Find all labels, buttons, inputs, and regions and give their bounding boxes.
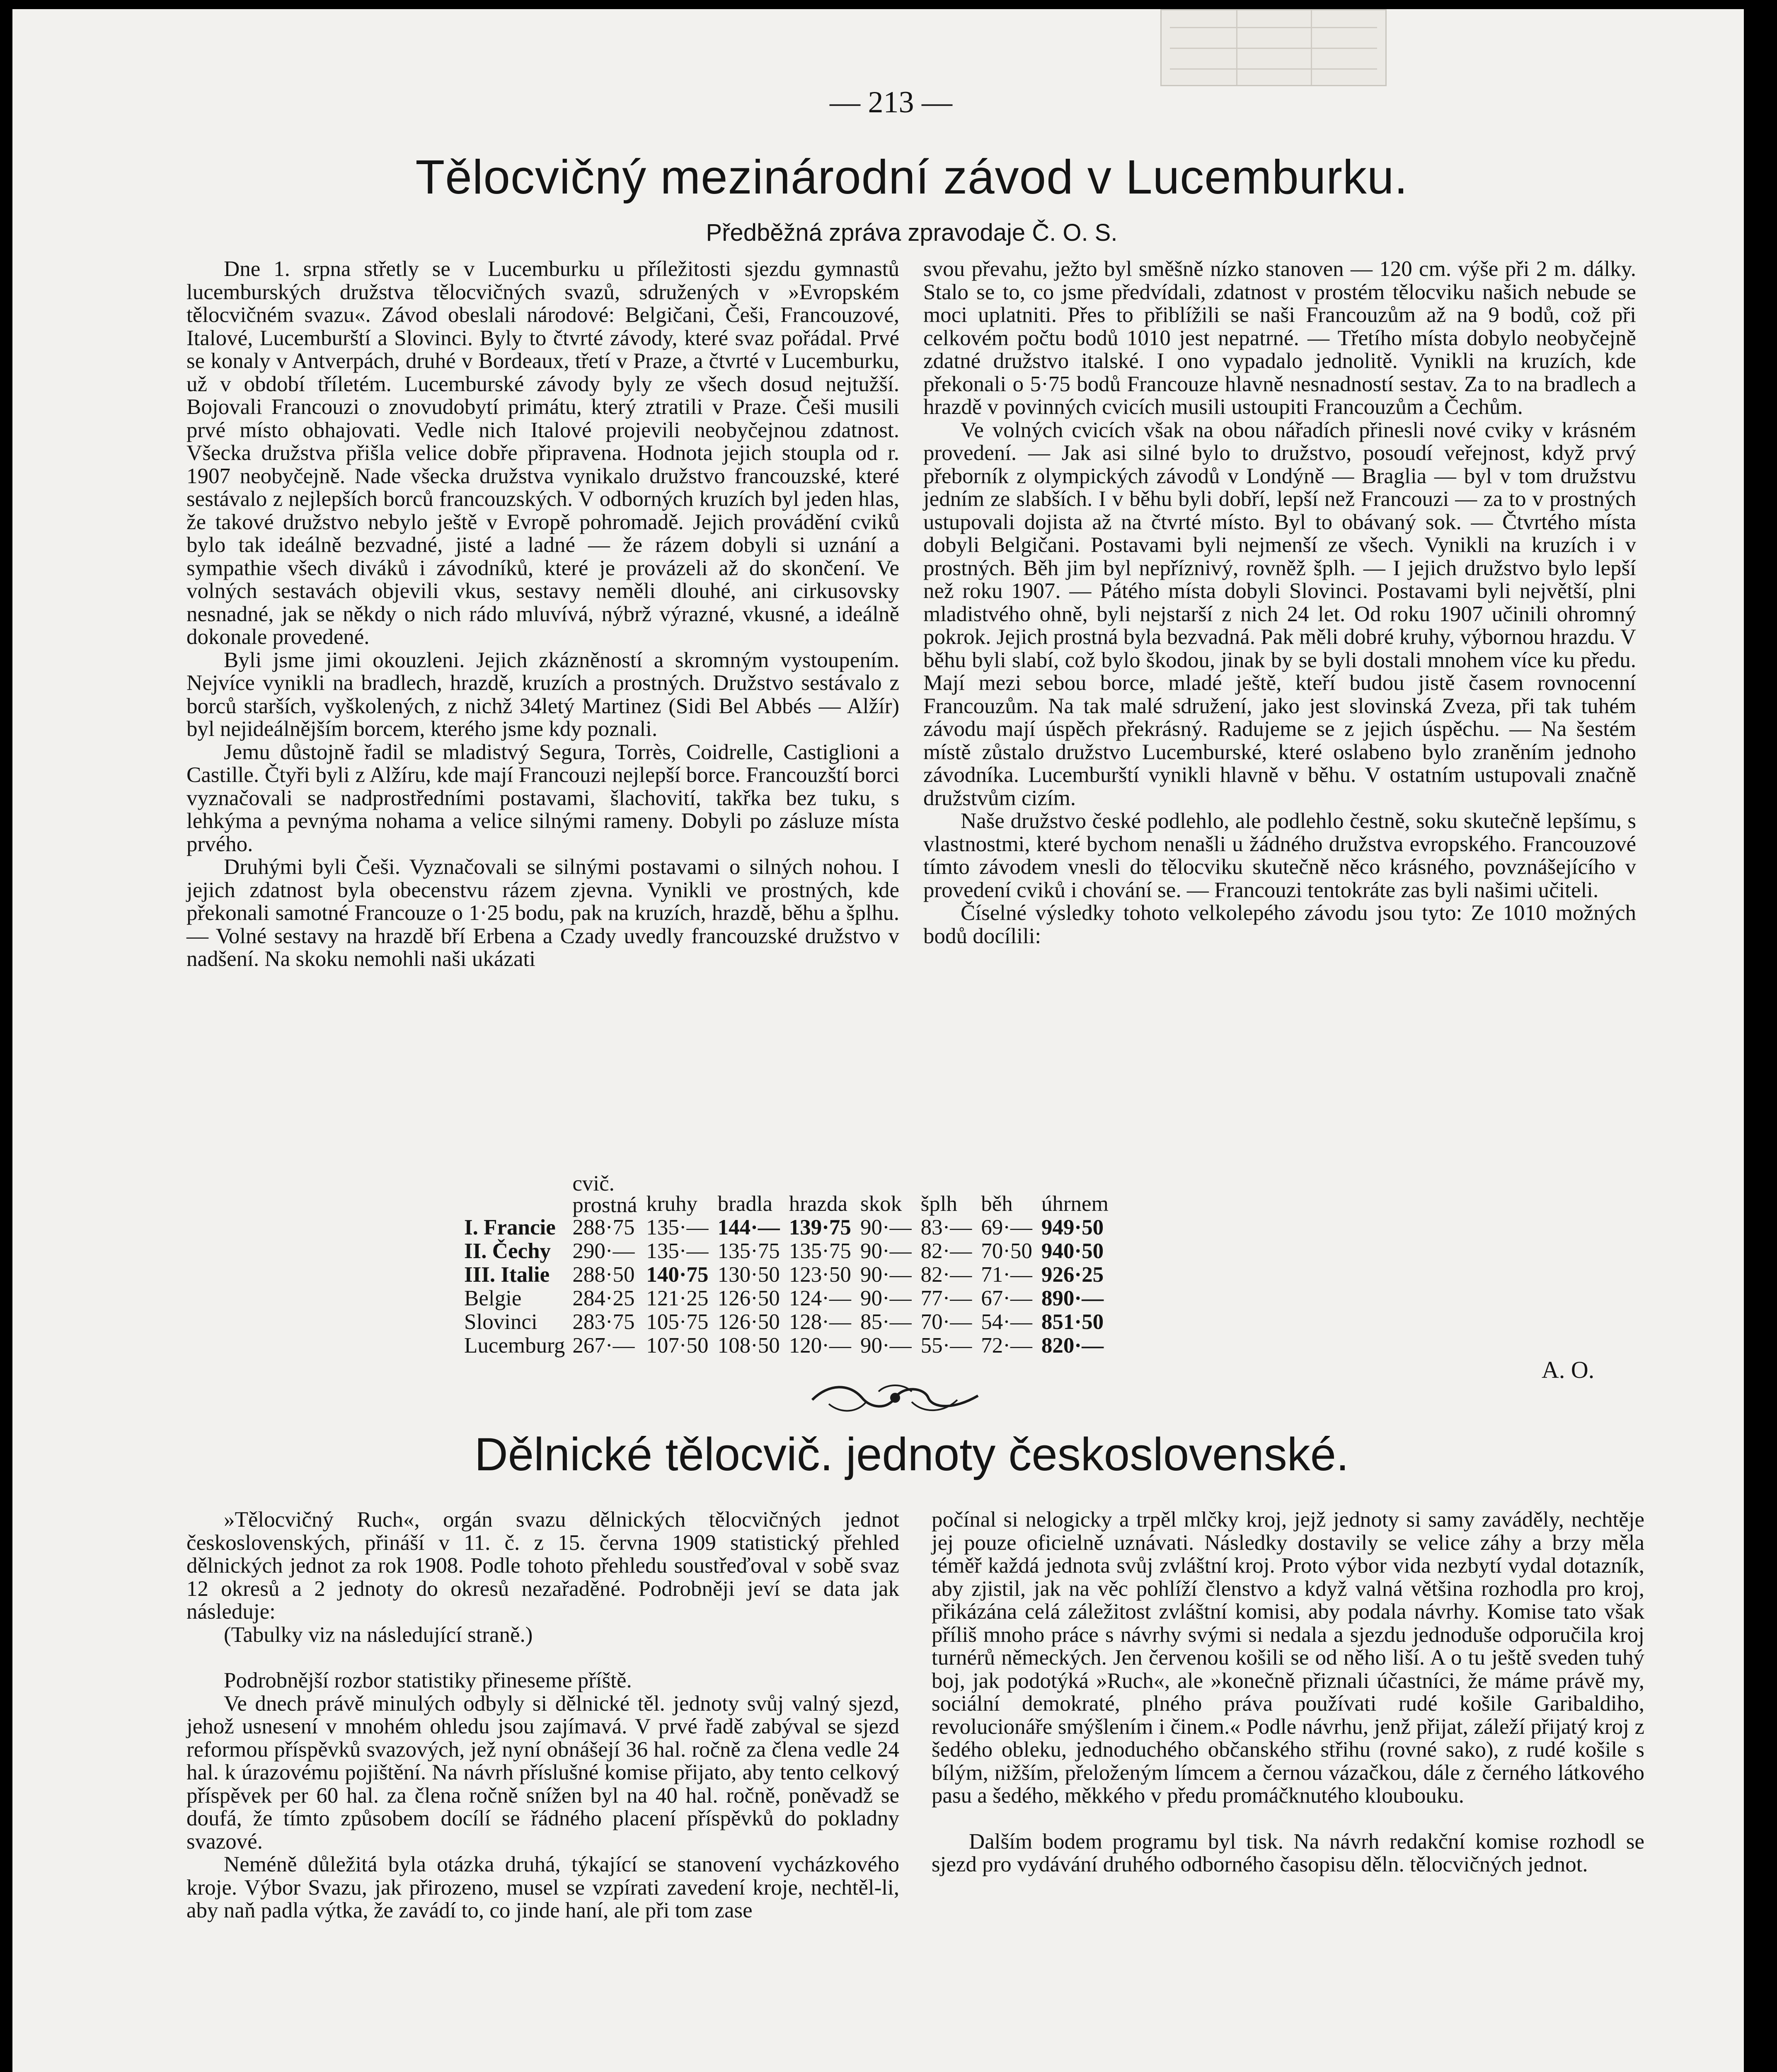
score-cell: 126·50 <box>717 1286 780 1310</box>
paragraph: počínal si nelogicky a trpěl mlčky kroj, jejž jednoty si samy zaváděly, nechtěje jej pouze oficielně uznávati. Následky dostavily se velice záhy a brzy měla téměř každá jednota svůj zvláštní kroj. Proto výbor vida nezbytí vydal dotazník, aby zjistil, jak na věc pohlíží členstvo a když valná většina rozhodla pro kroj, přikázána celá záležitost zvláštní komisi, aby podala návrhy. Komise tato však příliš mnoho práce s návrhy svými si nedala a sjezdu jednoduše odporučila kroj turnérů německých. Jen červenou košili se od něho liší. A o tu ještě sveden tuhý boj, jak podotýká »Ruch«, ale »konečně přiznali účastníci, že máme právě my, sociální demokraté, plného práva používati rudé košile Garibaldiho, revolucionáře smýšlením i činem.« Podle návrhu, jenž přijat, záleží přijatý kroj z šedého obleku, jednoduchého občanského střihu (rovné sako), z rudé košile s bílým, nižším, přeloženým límcem a černou vázačkou, dále z černého látkového pasu a šedého, měkkého v předu promáčknutého kloubouku. <box>932 1508 1644 1808</box>
table-row <box>464 1263 1118 1287</box>
article-title: Tělocvičný mezinárodní závod v Lucemburku. <box>415 150 1408 204</box>
author-signature: A. O. <box>1542 1356 1595 1383</box>
article1-column-right <box>923 258 1636 948</box>
article2-column-left <box>186 1508 899 1922</box>
column-header: kruhy <box>646 1192 698 1216</box>
score-cell: 72·— <box>981 1334 1032 1358</box>
team-header <box>464 1173 572 1216</box>
paragraph: Naše družstvo české podlehlo, ale podlehlo čestně, soku skutečně lepšímu, s vlastnostmi, které bychom nenašli u žádného družstva evropského. Francouzové tímto závodem vnesli do tělocviku skutečně něco krásného, povznášejícího v provedení cviků i chování se. — Francouzi tentokráte zas byli našimi učiteli. <box>923 809 1636 902</box>
paragraph: Číselné výsledky tohoto velkolepého závodu jsou tyto: Ze 1010 možných bodů docílili: <box>923 901 1636 948</box>
score-cell: 283·75 <box>572 1310 635 1334</box>
score-cell: 126·50 <box>717 1310 780 1334</box>
column-header: skok <box>860 1192 902 1216</box>
score-cell: 135·75 <box>789 1239 851 1263</box>
score-cell: 135·75 <box>717 1239 780 1263</box>
score-cell: 82·— <box>920 1263 972 1287</box>
paragraph: Neméně důležitá byla otázka druhá, týkající se stanovení vycházkového kroje. Výbor Svazu, jak přirozeno, musel se vzpírati zavedení kroje, nechtěl-li, aby naň padla výtka, že zavádí to, co jinde haní, ale při tom zase <box>186 1852 899 1922</box>
score-cell: 70·— <box>920 1310 972 1334</box>
paragraph: Dalším bodem programu byl tisk. Na návrh redakční komise rozhodl se sjezd pro vydávání druhého odborného časopisu děln. tělocvičných jednot. <box>932 1829 1644 1876</box>
team-name: II. Čechy <box>464 1239 551 1263</box>
score-cell: 135·— <box>646 1239 709 1263</box>
score-cell: 820·— <box>1041 1334 1104 1358</box>
page-number: — 213 — <box>830 85 952 119</box>
score-cell: 107·50 <box>646 1334 709 1358</box>
score-cell: 130·50 <box>717 1263 780 1287</box>
team-name: Slovinci <box>464 1310 537 1334</box>
table-row <box>464 1310 1118 1334</box>
ornament-divider-icon <box>804 1375 986 1421</box>
score-cell: 70·50 <box>981 1239 1032 1263</box>
column-header: běh <box>981 1192 1013 1216</box>
score-cell: 90·— <box>860 1334 912 1358</box>
column-header: hrazda <box>789 1192 847 1216</box>
scan-border-right <box>1744 0 1777 2072</box>
team-name: III. Italie <box>464 1263 550 1287</box>
score-cell: 71·— <box>981 1263 1032 1287</box>
paragraph: (Tabulky viz na následující straně.) <box>224 1622 533 1647</box>
paragraph: Jemu důstojně řadil se mladistvý Segura, Torrès, Coidrelle, Castiglioni a Castille. Čtyři byli z Alžíru, kde mají Francouzi nejlepší borce. Francouzští borci vyznačovali se nadprostředními postavami, šlachovití, takřka bez tuku, s lehkýma a pevnýma nohama a velice silnými rameny. Dobyli po zásluze místa prvého. <box>186 740 899 856</box>
article1-column-left <box>186 258 899 971</box>
score-cell: 124·— <box>789 1286 851 1310</box>
score-cell: 120·— <box>789 1334 851 1358</box>
score-cell: 288·75 <box>572 1215 635 1239</box>
score-cell: 140·75 <box>646 1263 709 1287</box>
score-cell: 144·— <box>717 1215 780 1239</box>
spacer <box>186 1646 899 1669</box>
score-cell: 90·— <box>860 1286 912 1310</box>
library-sticker <box>1160 9 1387 86</box>
score-cell: 121·25 <box>646 1286 709 1310</box>
results-table <box>464 1173 1118 1358</box>
table-header-row <box>464 1173 1118 1216</box>
score-cell: 108·50 <box>717 1334 780 1358</box>
scan-border-left <box>0 0 12 2072</box>
score-cell: 288·50 <box>572 1263 635 1287</box>
spacer <box>932 1808 1644 1830</box>
column-header: cvič. prostná <box>572 1172 637 1217</box>
paragraph: »Tělocvičný Ruch«, orgán svazu dělnických tělocvičných jednot československých, přináší v 11. č. z 15. června 1909 statistický přehled dělnických jednot za rok 1908. Podle tohoto přehledu soustřeďoval v sobě svaz 12 okresů a 2 jednoty do okresů nezařaděné. Podrobněji jeví se data jak následuje: <box>186 1508 899 1624</box>
score-cell: 90·— <box>860 1263 912 1287</box>
article2-column-right <box>932 1508 1644 1876</box>
paragraph: Dne 1. srpna střetly se v Lucemburku u příležitosti sjezdu gymnastů lucemburských družstva tělocvičných svazů, sdružených v »Evropském tělocvičném svazu«. Závod obeslali národové: Belgičani, Češi, Francouzové, Italové, Lucemburští a Slovinci. Byly to čtvrté závody, které svaz pořádal. Prvé se konaly v Antverpách, druhé v Bordeaux, třetí v Praze, a čtvrté v Lucemburku, už v období tříletém. Lucemburské závody byly ze všech dosud nejtužší. Bojovali Francouzi o znovudobytí primátu, který ztratili v Praze. Češi musili prvé místo obhajovati. Vedle nich Italové projevili neobyčejnou zdatnost. Všecka družstva přišla velice dobře připravena. Hodnota jejich stoupla od r. 1907 neobyčejně. Nade všecka družstva vynikalo družstvo francouzské, které sestávalo z nejlepších borců francouzských. V odborných kruzích byl jeden hlas, že takové družstvo nebylo ještě v Evropě pohromadě. Jejich provádění cviků bylo tak ideálně bezvadné, jisté a ladné — že rázem dobyli si uznání a sympathie všech diváků i závodníků, které je provázeli až do skončení. Ve volných sestavách objevili vkus, sestavy neměli dlouhé, ani cirkusovsky nesnadné, jak se někdy o nich rádo mluvívá, nýbrž výrazné, vkusné, a ideálně dokonale provedené. <box>186 257 899 649</box>
scan-border-top <box>0 0 1777 9</box>
paragraph: svou převahu, ježto byl směšně nízko stanoven — 120 cm. výše při 2 m. dálky. Stalo se to, co jsme předvídali, zdatnost v prostém tělocviku našich nebude se moci uplatniti. Přes to přiblížili se naši Francouzům až na 9 bodů, což při celkovém počtu bodů 1010 jest nepatrné. — Třetího místa dobylo neobyčejně zdatné družstvo italské. I ono vypadalo jednolitě. Vynikli na kruzích, kde překonali o 5·75 bodů Francouze hlavně nesnadností sestav. Za to na bradlech a hrazdě v povinných cvicích musili ustoupiti Francouzům a Čechům. <box>923 257 1636 419</box>
article-subtitle: Předběžná zpráva zpravodaje Č. O. S. <box>706 219 1118 246</box>
score-cell: 926·25 <box>1041 1263 1104 1287</box>
score-cell: 90·— <box>860 1215 912 1239</box>
score-cell: 90·— <box>860 1239 912 1263</box>
score-cell: 135·— <box>646 1215 709 1239</box>
column-header: šplh <box>920 1192 957 1216</box>
score-cell: 67·— <box>981 1286 1032 1310</box>
table-row <box>464 1239 1118 1263</box>
paragraph: Ve dnech právě minulých odbyly si dělnické těl. jednoty svůj valný sjezd, jehož usnesení v mnohém ohledu jsou zajímavá. V prvé řadě zabýval se sjezd reformou příspěvků svazových, jež nyní obnášejí 36 hal. ročně za člena vedle 24 hal. k úrazovému pojištění. Na návrh příslušné komise přijato, aby tento celkový příspěvek per 60 hal. za člena ročně snížen byl na 40 hal. ročně, poněvadž se doufá, že tímto způsobem docílí se řádného placení příspěvků do pokladny svazové. <box>186 1691 899 1854</box>
article2-title: Dělnické tělocvič. jednoty československé. <box>474 1428 1349 1480</box>
score-cell: 890·— <box>1041 1286 1104 1310</box>
paragraph: Ve volných cvicích však na obou nářadích přinesli nové cviky v krásném provedení. — Jak asi silné bylo to družstvo, posoudí veřejnost, když prvý přeborník z olympických závodů v Londýně — Braglia — byl v tom družstvu jedním ze slabších. I v běhu byli dobří, lepší než Francouzi — za to v prostných ustupovali dojista až na čtvrté místo. Byl to obávaný sok. — Čtvrtého místa dobyli Belgičani. Postavami byli nejmenší ze všech. Vynikli na kruzích i v prostných. Běh jim byl nepříznivý, rovněž šplh. — I jejich družstvo bylo lepší než roku 1907. — Pátého místa dobyli Slovinci. Postavami byli největší, plni mladistvého ohně, byli nejstarší z nich 24 let. Od roku 1907 učinili ohromný pokrok. Jejich prostná byla bezvadná. Pak měli dobré kruhy, výbornou hrazdu. V běhu byli slabí, což bylo škodou, jinak by se byli dostali mnohem více ku předu. Mají mezi sebou borce, mladé ještě, kteří budou jistě časem rovnocenní Francouzům. Na tak malé sdružení, jako jest slovinská Zveza, při tak tuhém závodu mají úspěch překrásný. Radujeme se z jejich úspěchu. — Na šestém místě zůstalo družstvo Lucemburské, které oslabeno bylo zraněním jednoho závodníka. Lucemburští vynikli hlavně v běhu. V ostatním ustupovali značně družstvům cizím. <box>923 418 1636 810</box>
score-cell: 851·50 <box>1041 1310 1104 1334</box>
score-cell: 123·50 <box>789 1263 851 1287</box>
score-cell: 284·25 <box>572 1286 635 1310</box>
score-cell: 105·75 <box>646 1310 709 1334</box>
team-name: Lucemburg <box>464 1334 565 1358</box>
score-cell: 128·— <box>789 1310 851 1334</box>
paragraph: Druhými byli Češi. Vyznačovali se silnými postavami o silných nohou. I jejich zdatnost byla obecenstvu rázem zjevna. Vynikli ve prostných, kde překonali samotné Francouze o 1·25 bodu, pak na kruzích, hrazdě, běhu a šplhu. — Volné sestavy na hrazdě bří Erbena a Czady uvedly francouzské družstvo v nadšení. Na skoku nemohli naši ukázati <box>186 855 899 971</box>
paragraph: Podrobnější rozbor statistiky přineseme příště. <box>224 1668 632 1692</box>
score-cell: 949·50 <box>1041 1215 1104 1239</box>
score-cell: 69·— <box>981 1215 1032 1239</box>
table-row <box>464 1216 1118 1239</box>
table-row <box>464 1287 1118 1310</box>
score-cell: 139·75 <box>789 1215 851 1239</box>
column-header: úhrnem <box>1041 1192 1109 1216</box>
team-name: I. Francie <box>464 1215 556 1239</box>
column-header: bradla <box>717 1192 772 1216</box>
score-cell: 77·— <box>920 1286 972 1310</box>
score-cell: 85·— <box>860 1310 912 1334</box>
score-cell: 82·— <box>920 1239 972 1263</box>
table-row <box>464 1334 1118 1358</box>
score-cell: 83·— <box>920 1215 972 1239</box>
score-cell: 940·50 <box>1041 1239 1104 1263</box>
paragraph: Byli jsme jimi okouzleni. Jejich zkázněností a skromným vystoupením. Nejvíce vynikli na bradlech, hrazdě, kruzích a prostných. Družstvo sestávalo z borců starších, vyškolených, z nichž 34letý Martinez (Sidi Bel Abbés — Alžír) byl nejideálnějším borcem, kterého jsme kdy poznali. <box>186 648 899 741</box>
score-cell: 54·— <box>981 1310 1032 1334</box>
team-name: Belgie <box>464 1286 522 1310</box>
score-cell: 267·— <box>572 1334 635 1358</box>
score-cell: 290·— <box>572 1239 635 1263</box>
score-cell: 55·— <box>920 1334 972 1358</box>
